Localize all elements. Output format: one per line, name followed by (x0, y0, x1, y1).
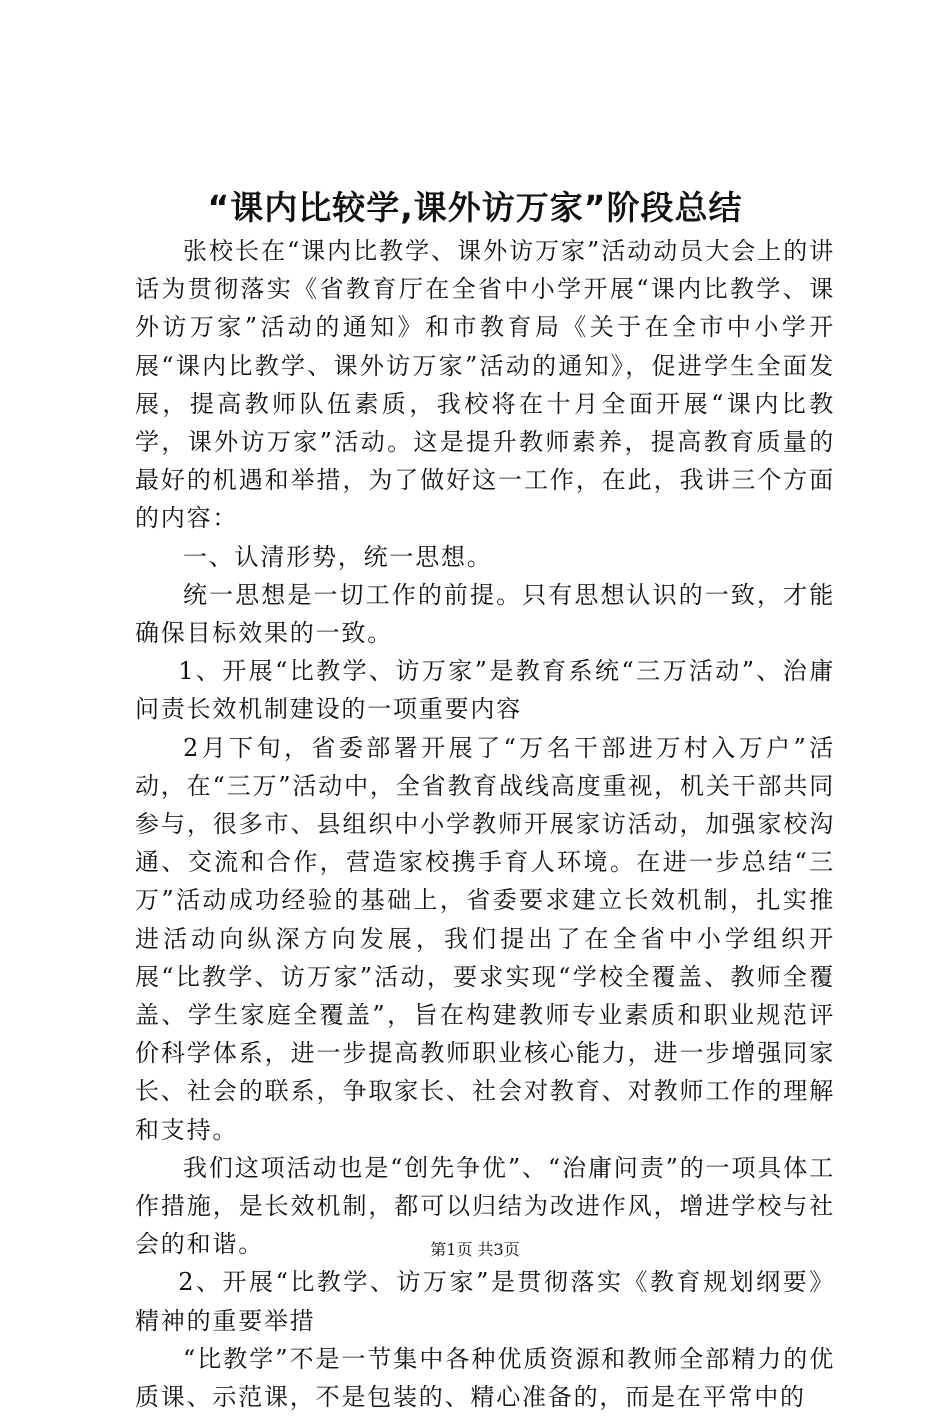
paragraph: 2月下旬，省委部署开展了“万名干部进万村入万户”活动，在“三万”活动中，全省教育战线高度重视，机关干部共同参与，很多市、县组织中小学教师开展家访活动，加强家校沟通、交流和合作，营造家校携手育人环境。在进一步总结“三万”活动成功经验的基础上，省委要求建立长效机制，扎实推进活动向纵深方向发展，我们提出了在全省中小学组织开展“比教学、访万家”活动，要求实现“学校全覆盖、教师全覆盖、学生家庭全覆盖”，旨在构建教师专业素质和职业规范评价科学体系，进一步提高教师职业核心能力，进一步增强同家长、社会的联系，争取家长、社会对教育、对教师工作的理解和支持。 (135, 733, 835, 1144)
page-footer: 第1页 共3页 (430, 1240, 520, 1259)
paragraph: 我们这项活动也是“创先争优”、“治庸问责”的一项具体工作措施，是长效机制，都可以归结为改进作风，增进学校与社会的和谐。 (135, 1153, 835, 1259)
section-heading-1: 一、认清形势，统一思想。 (183, 542, 493, 571)
paragraph: “比教学”不是一节集中各种优质资源和教师全部精力的优质课、示范课，不是包装的、精心准备的，而是在平常中的 (135, 1344, 835, 1412)
paragraph-intro: 张校长在“课内比教学、课外访万家”活动动员大会上的讲话为贯彻落实《省教育厅在全省中小学开展“课内比教学、课外访万家”活动的通知》和市教育局《关于在全市中小学开展“课内比教学、课外访万家”活动的通知》，促进学生全面发展，提高教师队伍素质，我校将在十月全面开展“课内比教学，课外访万家”活动。这是提升教师素养，提高教育质量的最好的机遇和举措，为了做好这一工作，在此，我讲三个方面的内容： (135, 237, 835, 533)
document-title: “课内比较学,课外访万家”阶段总结 (207, 188, 743, 227)
numbered-point-2: 2、开展“比教学、访万家”是贯彻落实《教育规划纲要》精神的重要举措 (135, 1268, 835, 1335)
paragraph: 统一思想是一切工作的前提。只有思想认识的一致，才能确保目标效果的一致。 (135, 580, 835, 648)
numbered-point-1: 1、开展“比教学、访万家”是教育系统“三万活动”、治庸问责长效机制建设的一项重要内容 (135, 657, 835, 724)
